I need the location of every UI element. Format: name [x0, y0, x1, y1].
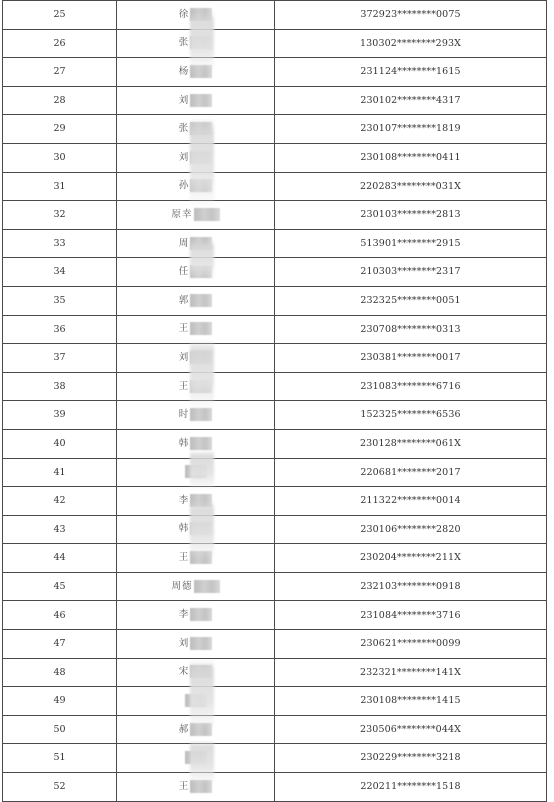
- table-row: [3, 544, 547, 573]
- row-number-cell: [3, 372, 117, 401]
- masked-id-number: 230506********044X: [360, 723, 461, 735]
- redacted-name: [179, 179, 213, 193]
- roster-body: [3, 0, 547, 801]
- name-cell: [117, 601, 275, 630]
- row-number: 52: [53, 781, 66, 793]
- row-number: 49: [53, 695, 66, 707]
- redacted-name: [171, 208, 219, 222]
- name-cell: [117, 572, 275, 601]
- row-number: 25: [53, 9, 66, 21]
- table-row: [3, 86, 547, 115]
- name-cell: [117, 744, 275, 773]
- redacted-name: [179, 723, 213, 737]
- id-number-cell: [275, 29, 547, 58]
- name-visible-part: 王: [178, 380, 190, 392]
- masked-id-number: 230107********1819: [360, 123, 461, 135]
- row-number: 29: [53, 123, 66, 135]
- table-row: [3, 29, 547, 58]
- redaction-mosaic: [190, 780, 212, 793]
- row-number-cell: [3, 286, 117, 315]
- table-row: [3, 658, 547, 687]
- masked-id-number: 220681********2017: [360, 466, 461, 478]
- redaction-mosaic: [190, 494, 212, 507]
- masked-id-number: 230108********1415: [360, 695, 461, 707]
- name-cell: [117, 344, 275, 373]
- row-number: 43: [53, 523, 66, 535]
- row-number: 30: [53, 152, 66, 164]
- table-row: [3, 572, 547, 601]
- redaction-mosaic: [190, 723, 212, 736]
- masked-id-number: 210303********2317: [360, 266, 461, 278]
- row-number-cell: [3, 229, 117, 258]
- masked-id-number: 372923********0075: [360, 9, 461, 21]
- name-cell: [117, 58, 275, 87]
- row-number: 26: [53, 37, 66, 49]
- redaction-mosaic: [190, 237, 212, 250]
- id-number-cell: [275, 744, 547, 773]
- redaction-mosaic: [190, 151, 212, 164]
- row-number-cell: [3, 172, 117, 201]
- name-cell: [117, 630, 275, 659]
- row-number-cell: [3, 515, 117, 544]
- masked-id-number: 231124********1615: [360, 66, 461, 78]
- name-visible-part: 任: [178, 266, 190, 278]
- table-row: [3, 487, 547, 516]
- redaction-mosaic: [190, 637, 212, 650]
- id-number-cell: [275, 487, 547, 516]
- redacted-name: [179, 437, 213, 451]
- name-visible-part: 时: [178, 409, 190, 421]
- id-number-cell: [275, 201, 547, 230]
- row-number-cell: [3, 687, 117, 716]
- row-number: 44: [53, 552, 66, 564]
- row-number-cell: [3, 315, 117, 344]
- redacted-name: [179, 36, 213, 50]
- redacted-name: [179, 780, 213, 794]
- redacted-name: [179, 265, 213, 279]
- row-number-cell: [3, 658, 117, 687]
- name-visible-part: 李: [178, 494, 190, 506]
- name-cell: [117, 687, 275, 716]
- redacted-name: [179, 294, 213, 308]
- row-number: 46: [53, 609, 66, 621]
- redaction-mosaic: [190, 36, 212, 49]
- masked-id-number: 232321********141X: [360, 666, 461, 678]
- name-cell: [117, 1, 275, 30]
- id-number-cell: [275, 458, 547, 487]
- name-cell: [117, 658, 275, 687]
- table-row: [3, 429, 547, 458]
- row-number: 45: [53, 580, 66, 592]
- name-visible-part: 刘: [178, 351, 190, 363]
- masked-id-number: 230106********2820: [360, 523, 461, 535]
- masked-id-number: 220211********1518: [360, 781, 461, 793]
- name-visible-part: 宋: [178, 666, 190, 678]
- redaction-mosaic: [190, 179, 212, 192]
- masked-id-number: 130302********293X: [360, 37, 461, 49]
- row-number-cell: [3, 544, 117, 573]
- redacted-name: [179, 151, 213, 165]
- row-number-cell: [3, 744, 117, 773]
- table-row: [3, 601, 547, 630]
- table-row: [3, 258, 547, 287]
- table-row: [3, 229, 547, 258]
- id-number-cell: [275, 258, 547, 287]
- masked-id-number: 230128********061X: [360, 437, 461, 449]
- name-cell: [117, 143, 275, 172]
- name-cell: [117, 773, 275, 802]
- masked-id-number: 230102********4317: [360, 94, 461, 106]
- id-number-cell: [275, 372, 547, 401]
- table-row: [3, 1, 547, 30]
- id-number-cell: [275, 143, 547, 172]
- row-number-cell: [3, 258, 117, 287]
- id-number-cell: [275, 115, 547, 144]
- id-number-cell: [275, 572, 547, 601]
- table-row: [3, 58, 547, 87]
- redaction-mosaic: [194, 208, 220, 221]
- name-visible-part: 张: [178, 37, 190, 49]
- row-number-cell: [3, 487, 117, 516]
- row-number-cell: [3, 715, 117, 744]
- redaction-mosaic: [190, 94, 212, 107]
- redacted-name: [179, 351, 213, 365]
- masked-id-number: 231083********6716: [360, 380, 461, 392]
- masked-id-number: 231084********3716: [360, 609, 461, 621]
- redaction-mosaic: [190, 522, 212, 535]
- id-number-cell: [275, 315, 547, 344]
- row-number: 41: [53, 466, 66, 478]
- redacted-name: [184, 465, 207, 479]
- row-number: 39: [53, 409, 66, 421]
- name-visible-part: 李: [178, 609, 190, 621]
- masked-id-number: 513901********2915: [360, 237, 461, 249]
- redacted-name: [179, 237, 213, 251]
- id-number-cell: [275, 229, 547, 258]
- redaction-mosaic: [194, 580, 220, 593]
- row-number: 34: [53, 266, 66, 278]
- name-cell: [117, 229, 275, 258]
- redaction-mosaic: [190, 608, 212, 621]
- masked-id-number: 232103********0918: [360, 580, 461, 592]
- masked-id-number: 152325********6536: [360, 409, 461, 421]
- redaction-mosaic: [185, 694, 207, 707]
- redacted-name: [179, 522, 213, 536]
- row-number-cell: [3, 115, 117, 144]
- redacted-name: [179, 122, 213, 136]
- id-number-cell: [275, 58, 547, 87]
- name-cell: [117, 286, 275, 315]
- name-visible-part: 王: [178, 780, 190, 792]
- redacted-name: [179, 322, 213, 336]
- name-cell: [117, 115, 275, 144]
- name-visible-part: 孙: [178, 180, 190, 192]
- id-number-cell: [275, 429, 547, 458]
- masked-id-number: 230381********0017: [360, 352, 461, 364]
- masked-id-number: 230708********0313: [360, 323, 461, 335]
- redacted-name: [179, 637, 213, 651]
- name-visible-part: 徐: [178, 8, 190, 20]
- redacted-name: [179, 8, 213, 22]
- name-cell: [117, 258, 275, 287]
- redaction-mosaic: [190, 322, 212, 335]
- name-visible-part: 刘: [178, 94, 190, 106]
- row-number: 40: [53, 437, 66, 449]
- masked-id-number: 230108********0411: [360, 152, 461, 164]
- name-cell: [117, 315, 275, 344]
- table-row: [3, 372, 547, 401]
- redaction-mosaic: [190, 265, 212, 278]
- id-number-cell: [275, 344, 547, 373]
- name-visible-part: 刘: [178, 151, 190, 163]
- id-number-cell: [275, 687, 547, 716]
- redacted-name: [179, 608, 213, 622]
- masked-id-number: 230204********211X: [360, 552, 461, 564]
- name-visible-part: 周: [178, 237, 190, 249]
- name-visible-part: 郭: [178, 294, 190, 306]
- table-row: [3, 344, 547, 373]
- row-number: 31: [53, 180, 66, 192]
- name-cell: [117, 487, 275, 516]
- id-number-cell: [275, 286, 547, 315]
- id-number-cell: [275, 715, 547, 744]
- table-row: [3, 115, 547, 144]
- row-number-cell: [3, 344, 117, 373]
- redaction-mosaic: [190, 380, 212, 393]
- table-row: [3, 315, 547, 344]
- table-row: [3, 401, 547, 430]
- masked-id-number: 230621********0099: [360, 638, 461, 650]
- redaction-mosaic: [190, 665, 212, 678]
- row-number-cell: [3, 458, 117, 487]
- name-cell: [117, 372, 275, 401]
- row-number: 36: [53, 323, 66, 335]
- row-number: 35: [53, 294, 66, 306]
- name-cell: [117, 172, 275, 201]
- table-row: [3, 687, 547, 716]
- redacted-name: [184, 694, 207, 708]
- redacted-name: [179, 65, 213, 79]
- row-number-cell: [3, 1, 117, 30]
- id-number-cell: [275, 630, 547, 659]
- redacted-name: [179, 551, 213, 565]
- row-number: 28: [53, 94, 66, 106]
- name-cell: [117, 401, 275, 430]
- id-number-cell: [275, 401, 547, 430]
- id-number-cell: [275, 86, 547, 115]
- table-row: [3, 172, 547, 201]
- name-visible-part: 周德: [171, 580, 193, 592]
- name-cell: [117, 544, 275, 573]
- redaction-mosaic: [190, 65, 212, 78]
- masked-id-number: 211322********0014: [360, 495, 461, 507]
- table-row: [3, 515, 547, 544]
- masked-id-number: 230229********3218: [360, 752, 461, 764]
- name-visible-part: 韩: [178, 523, 190, 535]
- row-number-cell: [3, 201, 117, 230]
- id-number-cell: [275, 601, 547, 630]
- id-number-cell: [275, 515, 547, 544]
- row-number-cell: [3, 58, 117, 87]
- name-visible-part: 杨: [178, 65, 190, 77]
- redacted-name: [179, 380, 213, 394]
- table-row: [3, 458, 547, 487]
- id-number-cell: [275, 1, 547, 30]
- row-number-cell: [3, 601, 117, 630]
- name-visible-part: 王: [178, 552, 190, 564]
- redaction-mosaic: [190, 551, 212, 564]
- row-number: 37: [53, 352, 66, 364]
- table-row: [3, 744, 547, 773]
- redaction-mosaic: [190, 351, 212, 364]
- row-number-cell: [3, 773, 117, 802]
- table-row: [3, 201, 547, 230]
- row-number-cell: [3, 29, 117, 58]
- row-number: 51: [53, 752, 66, 764]
- masked-id-number: 220283********031X: [360, 180, 461, 192]
- id-number-cell: [275, 172, 547, 201]
- name-visible-part: 张: [178, 123, 190, 135]
- row-number: 32: [53, 209, 66, 221]
- name-visible-part: 刘: [178, 637, 190, 649]
- redaction-mosaic: [190, 408, 212, 421]
- row-number: 27: [53, 66, 66, 78]
- redaction-mosaic: [185, 465, 207, 478]
- name-cell: [117, 458, 275, 487]
- id-number-cell: [275, 658, 547, 687]
- row-number-cell: [3, 401, 117, 430]
- row-number-cell: [3, 143, 117, 172]
- name-visible-part: 王: [178, 323, 190, 335]
- row-number-cell: [3, 429, 117, 458]
- id-number-cell: [275, 773, 547, 802]
- name-cell: [117, 429, 275, 458]
- redacted-name: [179, 408, 213, 422]
- table-row: [3, 630, 547, 659]
- row-number: 42: [53, 495, 66, 507]
- table-row: [3, 715, 547, 744]
- row-number-cell: [3, 572, 117, 601]
- masked-id-number: 232325********0051: [360, 294, 461, 306]
- redacted-name: [171, 580, 219, 594]
- redaction-mosaic: [190, 8, 212, 21]
- name-visible-part: 韩: [178, 437, 190, 449]
- name-visible-part: 原幸: [171, 208, 193, 220]
- redacted-name: [179, 94, 213, 108]
- name-cell: [117, 29, 275, 58]
- name-cell: [117, 86, 275, 115]
- roster-table: [2, 0, 547, 802]
- table-row: [3, 286, 547, 315]
- row-number: 47: [53, 638, 66, 650]
- redaction-mosaic: [190, 437, 212, 450]
- row-number-cell: [3, 86, 117, 115]
- table-row: [3, 773, 547, 802]
- redaction-mosaic: [190, 122, 212, 135]
- row-number: 38: [53, 380, 66, 392]
- redaction-mosaic: [185, 751, 207, 764]
- redacted-name: [184, 751, 207, 765]
- masked-id-number: 230103********2813: [360, 209, 461, 221]
- redaction-mosaic: [190, 294, 212, 307]
- name-cell: [117, 515, 275, 544]
- row-number: 48: [53, 666, 66, 678]
- name-visible-part: 郝: [178, 723, 190, 735]
- name-cell: [117, 201, 275, 230]
- row-number-cell: [3, 630, 117, 659]
- redacted-name: [179, 665, 213, 679]
- row-number: 50: [53, 723, 66, 735]
- redacted-name: [179, 494, 213, 508]
- name-cell: [117, 715, 275, 744]
- id-number-cell: [275, 544, 547, 573]
- table-row: [3, 143, 547, 172]
- row-number: 33: [53, 237, 66, 249]
